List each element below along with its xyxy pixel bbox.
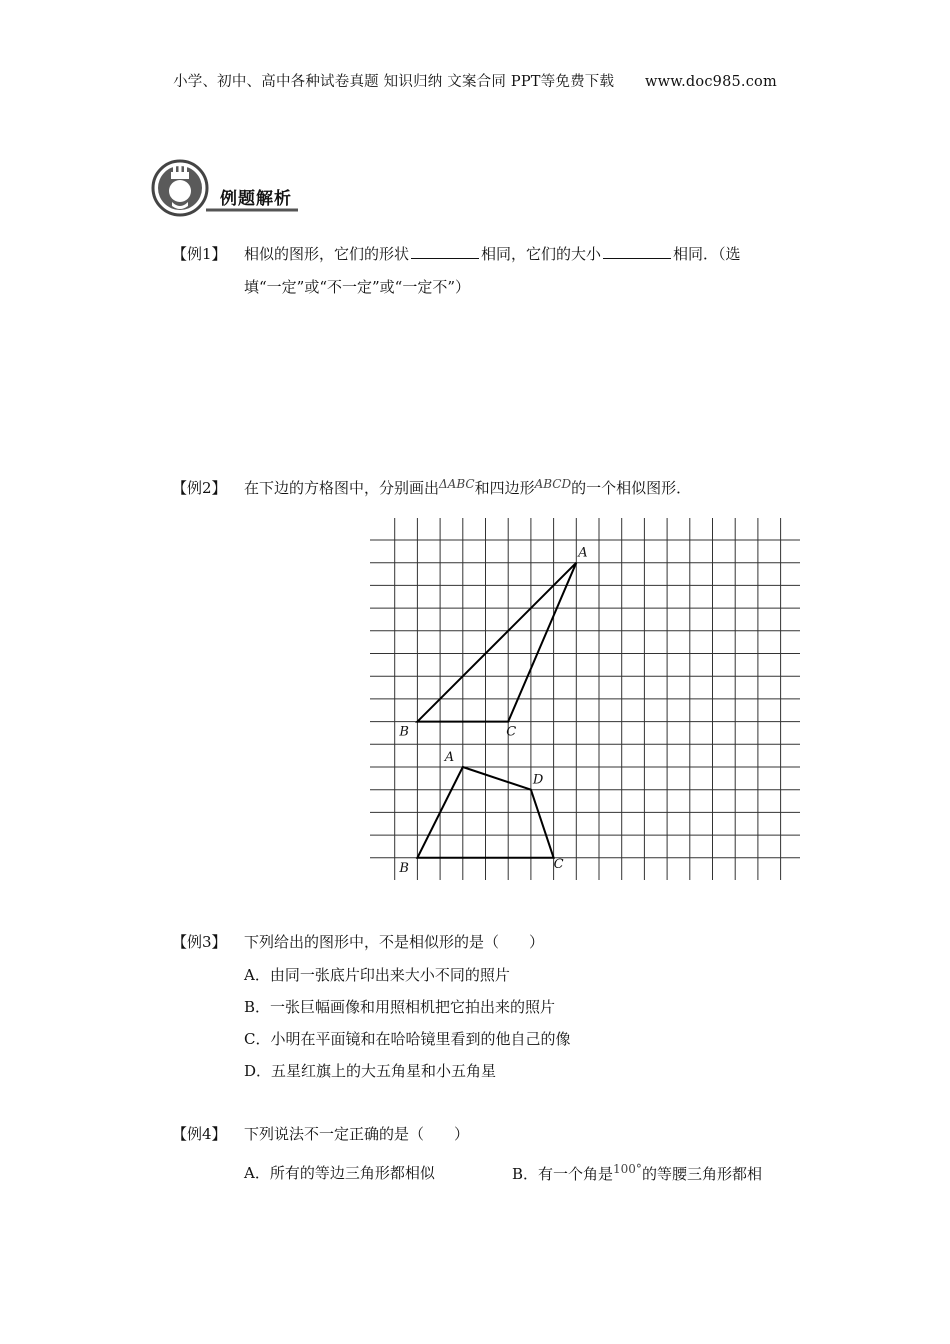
example-3-label: 【例3】 xyxy=(172,933,227,951)
triangle-label-c: C xyxy=(506,724,517,740)
example-4-option-b-text-1: B．有一个角是 xyxy=(512,1165,614,1183)
example-4-question: 下列说法不一定正确的是（ ） xyxy=(244,1125,470,1143)
example-3-option-c[interactable]: C．小明在平面镜和在哈哈镜里看到的他自己的像 xyxy=(244,1030,571,1048)
quad-label-c: C xyxy=(553,856,564,872)
grid-svg xyxy=(370,518,800,880)
example-2-text-1: 在下边的方格图中，分别画出 xyxy=(244,479,440,497)
example-4-label: 【例4】 xyxy=(172,1125,227,1143)
example-2-label: 【例2】 xyxy=(172,479,227,497)
example-4-option-a[interactable]: A．所有的等边三角形都相似 xyxy=(244,1164,435,1182)
example-1-text-1: 相似的图形，它们的形状 xyxy=(244,245,410,263)
triangle-label-b: B xyxy=(399,724,409,740)
example-1-line-2: 填“一定”或“不一定”或“一定不”） xyxy=(244,278,471,296)
example-3-option-b[interactable]: B．一张巨幅画像和用照相机把它拍出来的照片 xyxy=(244,998,556,1016)
math-triangle-abc: ΔABC xyxy=(439,477,475,491)
answer-blank-2[interactable] xyxy=(603,244,671,259)
triangle-label-a: A xyxy=(578,545,588,561)
grid-figure[interactable] xyxy=(370,518,800,880)
header-text: 小学、初中、高中各种试卷真题 知识归纳 文案合同 PPT等免费下载 xyxy=(173,74,615,90)
example-3 xyxy=(172,932,544,952)
example-3-option-d[interactable]: D．五星红旗上的大五角星和小五角星 xyxy=(244,1062,497,1080)
example-1-text-2: 相同，它们的大小 xyxy=(481,245,602,263)
example-3-question: 下列给出的图形中，不是相似形的是（ ） xyxy=(244,933,545,951)
example-4-option-b[interactable] xyxy=(512,1162,762,1184)
section-heading xyxy=(148,158,318,218)
quad-label-a: A xyxy=(444,750,455,765)
quad-label-b: B xyxy=(399,860,409,876)
example-4 xyxy=(172,1124,469,1144)
example-2-text-3: 的一个相似图形． xyxy=(571,479,692,497)
example-2 xyxy=(172,474,691,498)
section-title: 例题解析 xyxy=(220,189,292,209)
triangle-abc xyxy=(417,563,576,722)
example-2-text-2: 和四边形 xyxy=(474,479,535,497)
math-angle-100: 100° xyxy=(613,1162,642,1176)
example-3-option-a[interactable]: A．由同一张底片印出来大小不同的照片 xyxy=(244,966,510,984)
example-1-label: 【例1】 xyxy=(172,245,227,263)
quad-label-d: D xyxy=(532,772,544,788)
math-quad-abcd: ABCD xyxy=(534,477,572,491)
example-1 xyxy=(172,244,741,264)
header-site[interactable]: www.doc985.com xyxy=(644,74,777,90)
example-1-text-3: 相同．（选 xyxy=(673,245,741,263)
page-header xyxy=(0,70,950,91)
example-4-option-b-text-2: 的等腰三角形都相 xyxy=(641,1165,762,1183)
answer-blank-1[interactable] xyxy=(411,244,479,259)
